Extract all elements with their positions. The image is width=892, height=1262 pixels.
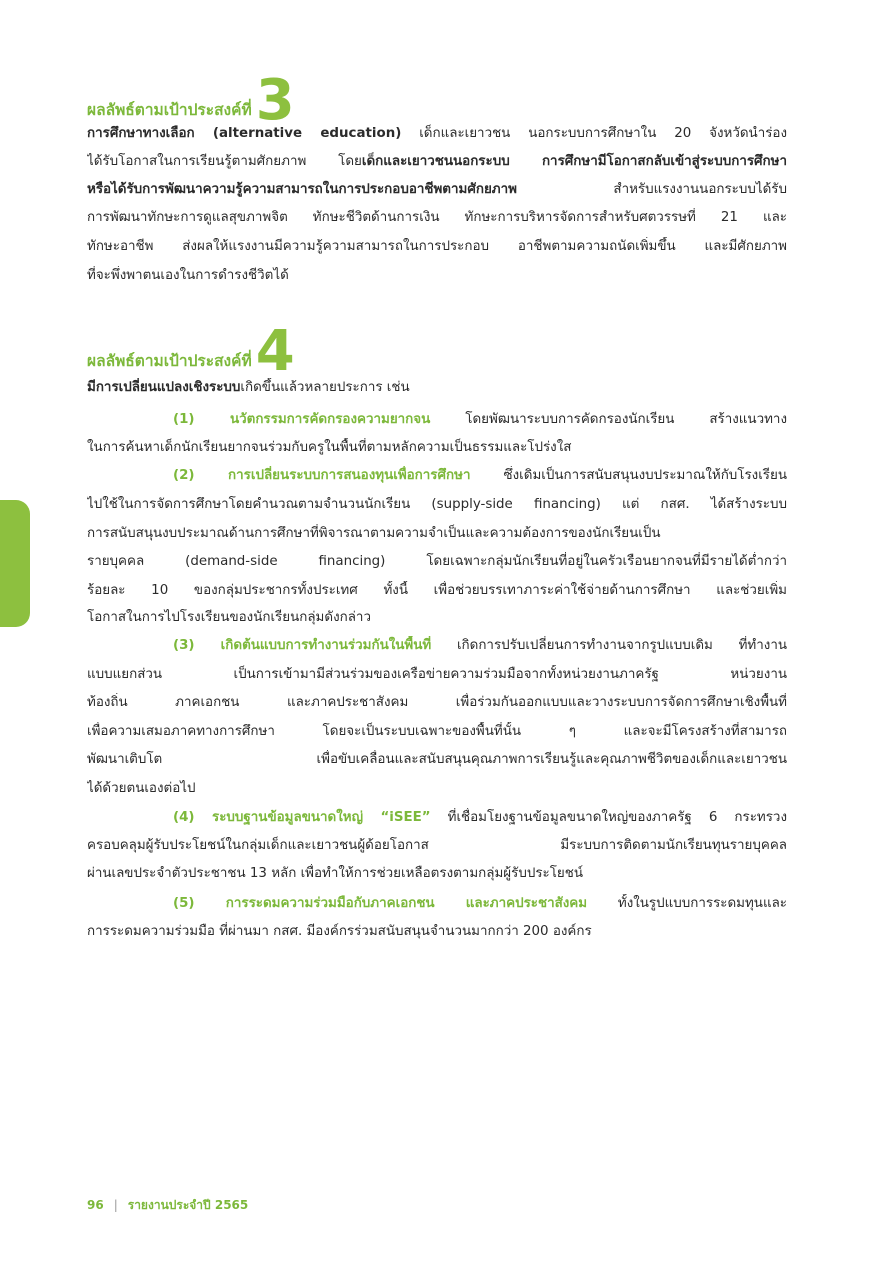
text-segment: รายบุคคล (demand-side financing) โดยเฉพาะกลุ่มนักเรียนที่อยู่ในครัวเรือนยากจนที่มีรายได้ต่ำกว่า — [87, 554, 787, 569]
outcome3-line — [87, 180, 787, 200]
outcome-4-heading — [87, 319, 295, 384]
page-number: 96 — [87, 1198, 104, 1212]
outcome4-line — [173, 636, 787, 656]
outcome4-line — [87, 581, 787, 601]
outcome3-line — [87, 124, 787, 144]
text-segment: เพื่อความเสมอภาคทางการศึกษา โดยจะเป็นระบบเฉพาะของพื้นที่นั้น ๆ และจะมีโครงสร้างที่สามารถ — [87, 724, 787, 739]
text-segment: ซึ่งเดิมเป็นการสนับสนุนงบประมาณให้กับโรงเรียน — [470, 468, 787, 483]
outcome4-line — [87, 836, 787, 856]
text-segment: ได้รับโอกาสในการเรียนรู้ตามศักยภาพ โดย — [87, 154, 362, 169]
outcome4-line — [87, 922, 787, 942]
text-segment: การระดมความร่วมมือ ที่ผ่านมา กสศ. มีองค์กรร่วมสนับสนุนจำนวนมากกว่า 200 องค์กร — [87, 924, 592, 939]
outcome3-line — [87, 266, 787, 286]
text-segment: เกิดขึ้นแล้วหลายประการ เช่น — [240, 380, 410, 395]
text-segment: ผ่านเลขประจำตัวประชาชน 13 หลัก เพื่อทำให้การช่วยเหลือตรงตามกลุ่มผู้รับประโยชน์ — [87, 866, 583, 881]
outcome4-line — [87, 693, 787, 713]
report-title: รายงานประจำปี 2565 — [127, 1198, 249, 1212]
text-segment: (1) นวัตกรรมการคัดกรองความยากจน — [173, 412, 431, 427]
text-segment: ร้อยละ 10 ของกลุ่มประชากรทั้งประเทศ ทั้งนี้ เพื่อช่วยบรรเทาภาระค่าใช้จ่ายด้านการศึกษา และช่วยเพิ่ม — [87, 583, 787, 598]
text-segment: ได้ด้วยตนเองต่อไป — [87, 781, 196, 796]
text-segment: โอกาสในการไปโรงเรียนของนักเรียนกลุ่มดังกล่าว — [87, 610, 371, 625]
outcome4-line — [173, 808, 787, 828]
outcome4-line — [173, 466, 787, 486]
outcome4-line — [87, 608, 787, 628]
outcome4-line — [87, 665, 787, 685]
text-segment: ที่เชื่อมโยงฐานข้อมูลขนาดใหญ่ของภาครัฐ 6 กระทรวง — [430, 810, 787, 825]
outcome4-line — [87, 378, 787, 398]
text-segment: ครอบคลุมผู้รับประโยชน์ในกลุ่มเด็กและเยาวชนผู้ด้อยโอกาส มีระบบการติดตามนักเรียนทุนรายบุคคล — [87, 838, 787, 853]
text-segment: ไปใช้ในการจัดการศึกษาโดยคำนวณตามจำนวนนักเรียน (supply-side financing) แต่ กสศ. ได้สร้างระบบ — [87, 497, 787, 512]
footer-separator: | — [113, 1198, 118, 1212]
outcome-3-heading — [87, 68, 295, 133]
outcome4-line — [87, 552, 787, 572]
text-segment: การสนับสนุนงบประมาณด้านการศึกษาที่พิจารณาตามความจำเป็นและความต้องการของนักเรียนเป็น — [87, 526, 661, 541]
text-segment: (4) ระบบฐานข้อมูลขนาดใหญ่ “iSEE” — [173, 810, 431, 825]
text-segment: การพัฒนาทักษะการดูแลสุขภาพจิต ทักษะชีวิตด้านการเงิน ทักษะการบริหารจัดการสำหรับศตวรรษที่ 21 และ — [87, 210, 787, 225]
outcome4-line — [87, 779, 787, 799]
text-segment: ทักษะอาชีพ ส่งผลให้แรงงานมีความรู้ความสามารถในการประกอบ อาชีพตามความถนัดเพิ่มขึ้น และมีศักยภาพ — [87, 239, 787, 254]
text-segment: (2) การเปลี่ยนระบบการสนองทุนเพื่อการศึกษา — [173, 468, 471, 483]
text-segment: ท้องถิ่น ภาคเอกชน และภาคประชาสังคม เพื่อร่วมกันออกแบบและวางระบบการจัดการศึกษาเชิงพื้นที่ — [87, 695, 787, 710]
text-segment: ทั้งในรูปแบบการระดมทุนและ — [587, 896, 787, 911]
text-segment: เด็กและเยาวชน นอกระบบการศึกษาใน 20 จังหวัดนำร่อง — [401, 126, 787, 141]
outcome3-line — [87, 152, 787, 172]
text-segment: เด็กและเยาวชนนอกระบบ การศึกษามีโอกาสกลับเข้าสู่ระบบการศึกษา — [361, 154, 787, 169]
outcome4-line — [87, 524, 787, 544]
outcome4-line — [173, 410, 787, 430]
text-segment: สำหรับแรงงานนอกระบบได้รับ — [516, 182, 787, 197]
side-tab-marker — [0, 500, 30, 627]
outcome4-line — [87, 864, 787, 884]
outcome4-line — [87, 722, 787, 742]
text-segment: ที่จะพึ่งพาตนเองในการดำรงชีวิตได้ — [87, 268, 289, 283]
text-segment: การศึกษาทางเลือก (alternative education) — [87, 126, 402, 141]
text-segment: โดยพัฒนาระบบการคัดกรองนักเรียน สร้างแนวทาง — [430, 412, 787, 427]
text-segment: เกิดการปรับเปลี่ยนการทำงานจากรูปแบบเดิม ที่ทำงาน — [431, 638, 787, 653]
outcome-4-number: 4 — [255, 319, 295, 384]
text-segment: (5) การระดมความร่วมมือกับภาคเอกชน และภาคประชาสังคม — [173, 896, 588, 911]
outcome4-line — [173, 894, 787, 914]
text-segment: หรือได้รับการพัฒนาความรู้ความสามารถในการประกอบอาชีพตามศักยภาพ — [87, 182, 517, 197]
text-segment: แบบแยกส่วน เป็นการเข้ามามีส่วนร่วมของเครือข่ายความร่วมมือจากทั้งหน่วยงานภาครัฐ หน่วยงาน — [87, 667, 787, 682]
page-footer — [87, 1196, 248, 1215]
outcome-3-number: 3 — [255, 68, 295, 133]
text-segment: มีการเปลี่ยนแปลงเชิงระบบ — [87, 380, 241, 395]
text-segment: ในการค้นหาเด็กนักเรียนยากจนร่วมกับครูในพื้นที่ตามหลักความเป็นธรรมและโปร่งใส — [87, 440, 572, 455]
outcome-4-label: ผลลัพธ์ตามเป้าประสงค์ที่ — [87, 352, 252, 370]
outcome4-line — [87, 750, 787, 770]
text-segment: (3) เกิดต้นแบบการทำงานร่วมกันในพื้นที่ — [173, 638, 432, 653]
outcome4-line — [87, 495, 787, 515]
text-segment: พัฒนาเติบโต เพื่อขับเคลื่อนและสนับสนุนคุณภาพการเรียนรู้และคุณภาพชีวิตของเด็กและเยาวชน — [87, 752, 787, 767]
outcome3-line — [87, 208, 787, 228]
outcome-3-label: ผลลัพธ์ตามเป้าประสงค์ที่ — [87, 101, 252, 119]
outcome4-line — [87, 438, 787, 458]
outcome3-line — [87, 237, 787, 257]
